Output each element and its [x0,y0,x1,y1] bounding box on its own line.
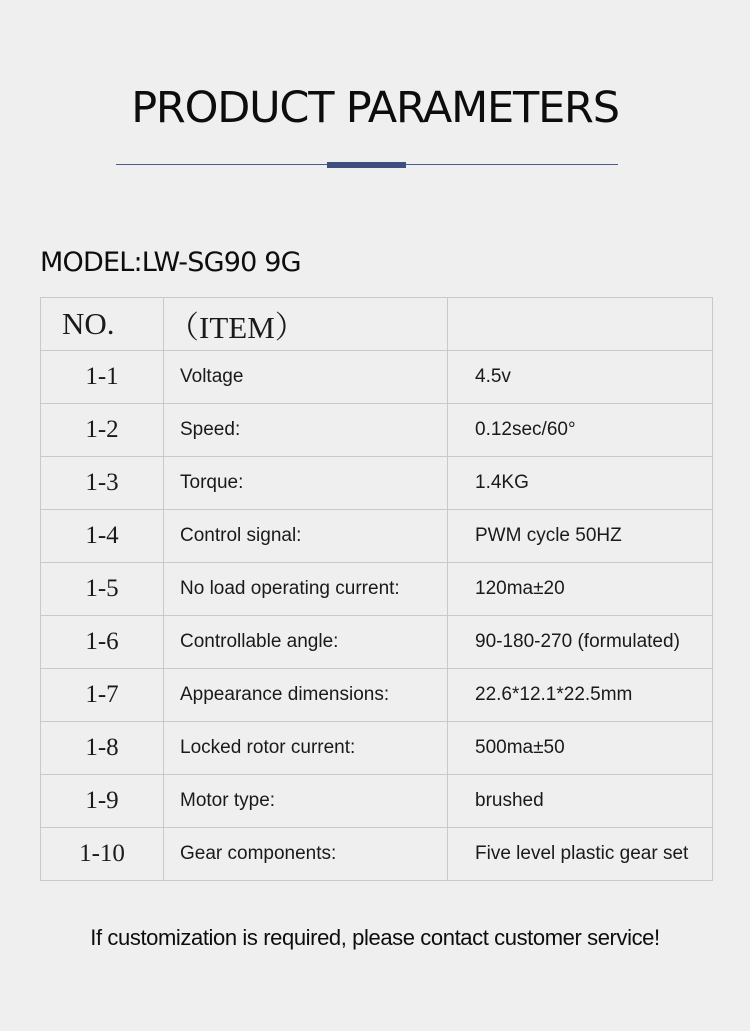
table-row [41,457,713,510]
row-no: 1-5 [41,563,164,616]
table-row [41,351,713,404]
table-header-row [41,298,713,351]
row-no: 1-10 [41,828,164,881]
header-no: NO. [41,298,164,351]
row-no: 1-2 [41,404,164,457]
row-value: 1.4KG [448,457,713,510]
table-row [41,510,713,563]
row-value: 4.5v [448,351,713,404]
row-value: Five level plastic gear set [448,828,713,881]
row-item: Speed: [164,404,448,457]
row-item: No load operating current: [164,563,448,616]
page-title: PRODUCT PARAMETERS [131,83,619,133]
model-heading: MODEL:LW-SG90 9G [40,247,301,278]
row-value: 90-180-270 (formulated) [448,616,713,669]
row-no: 1-9 [41,775,164,828]
table-row [41,563,713,616]
row-item: Control signal: [164,510,448,563]
row-value: brushed [448,775,713,828]
title-divider-accent [327,162,406,168]
table-row [41,404,713,457]
row-item: Controllable angle: [164,616,448,669]
header-value [448,298,713,351]
row-no: 1-6 [41,616,164,669]
row-value: 120ma±20 [448,563,713,616]
table-row [41,828,713,881]
table-row [41,616,713,669]
row-no: 1-3 [41,457,164,510]
row-value: PWM cycle 50HZ [448,510,713,563]
header-item: （ITEM） [164,298,448,351]
row-no: 1-1 [41,351,164,404]
row-item: Locked rotor current: [164,722,448,775]
row-item: Motor type: [164,775,448,828]
row-item: Gear components: [164,828,448,881]
table-row [41,775,713,828]
parameters-table [40,297,713,881]
row-no: 1-4 [41,510,164,563]
table-row [41,722,713,775]
row-value: 500ma±50 [448,722,713,775]
customization-notice: If customization is required, please contact customer service! [90,925,660,950]
row-item: Voltage [164,351,448,404]
row-item: Appearance dimensions: [164,669,448,722]
row-item: Torque: [164,457,448,510]
table-row [41,669,713,722]
row-value: 22.6*12.1*22.5mm [448,669,713,722]
row-no: 1-8 [41,722,164,775]
row-no: 1-7 [41,669,164,722]
row-value: 0.12sec/60° [448,404,713,457]
